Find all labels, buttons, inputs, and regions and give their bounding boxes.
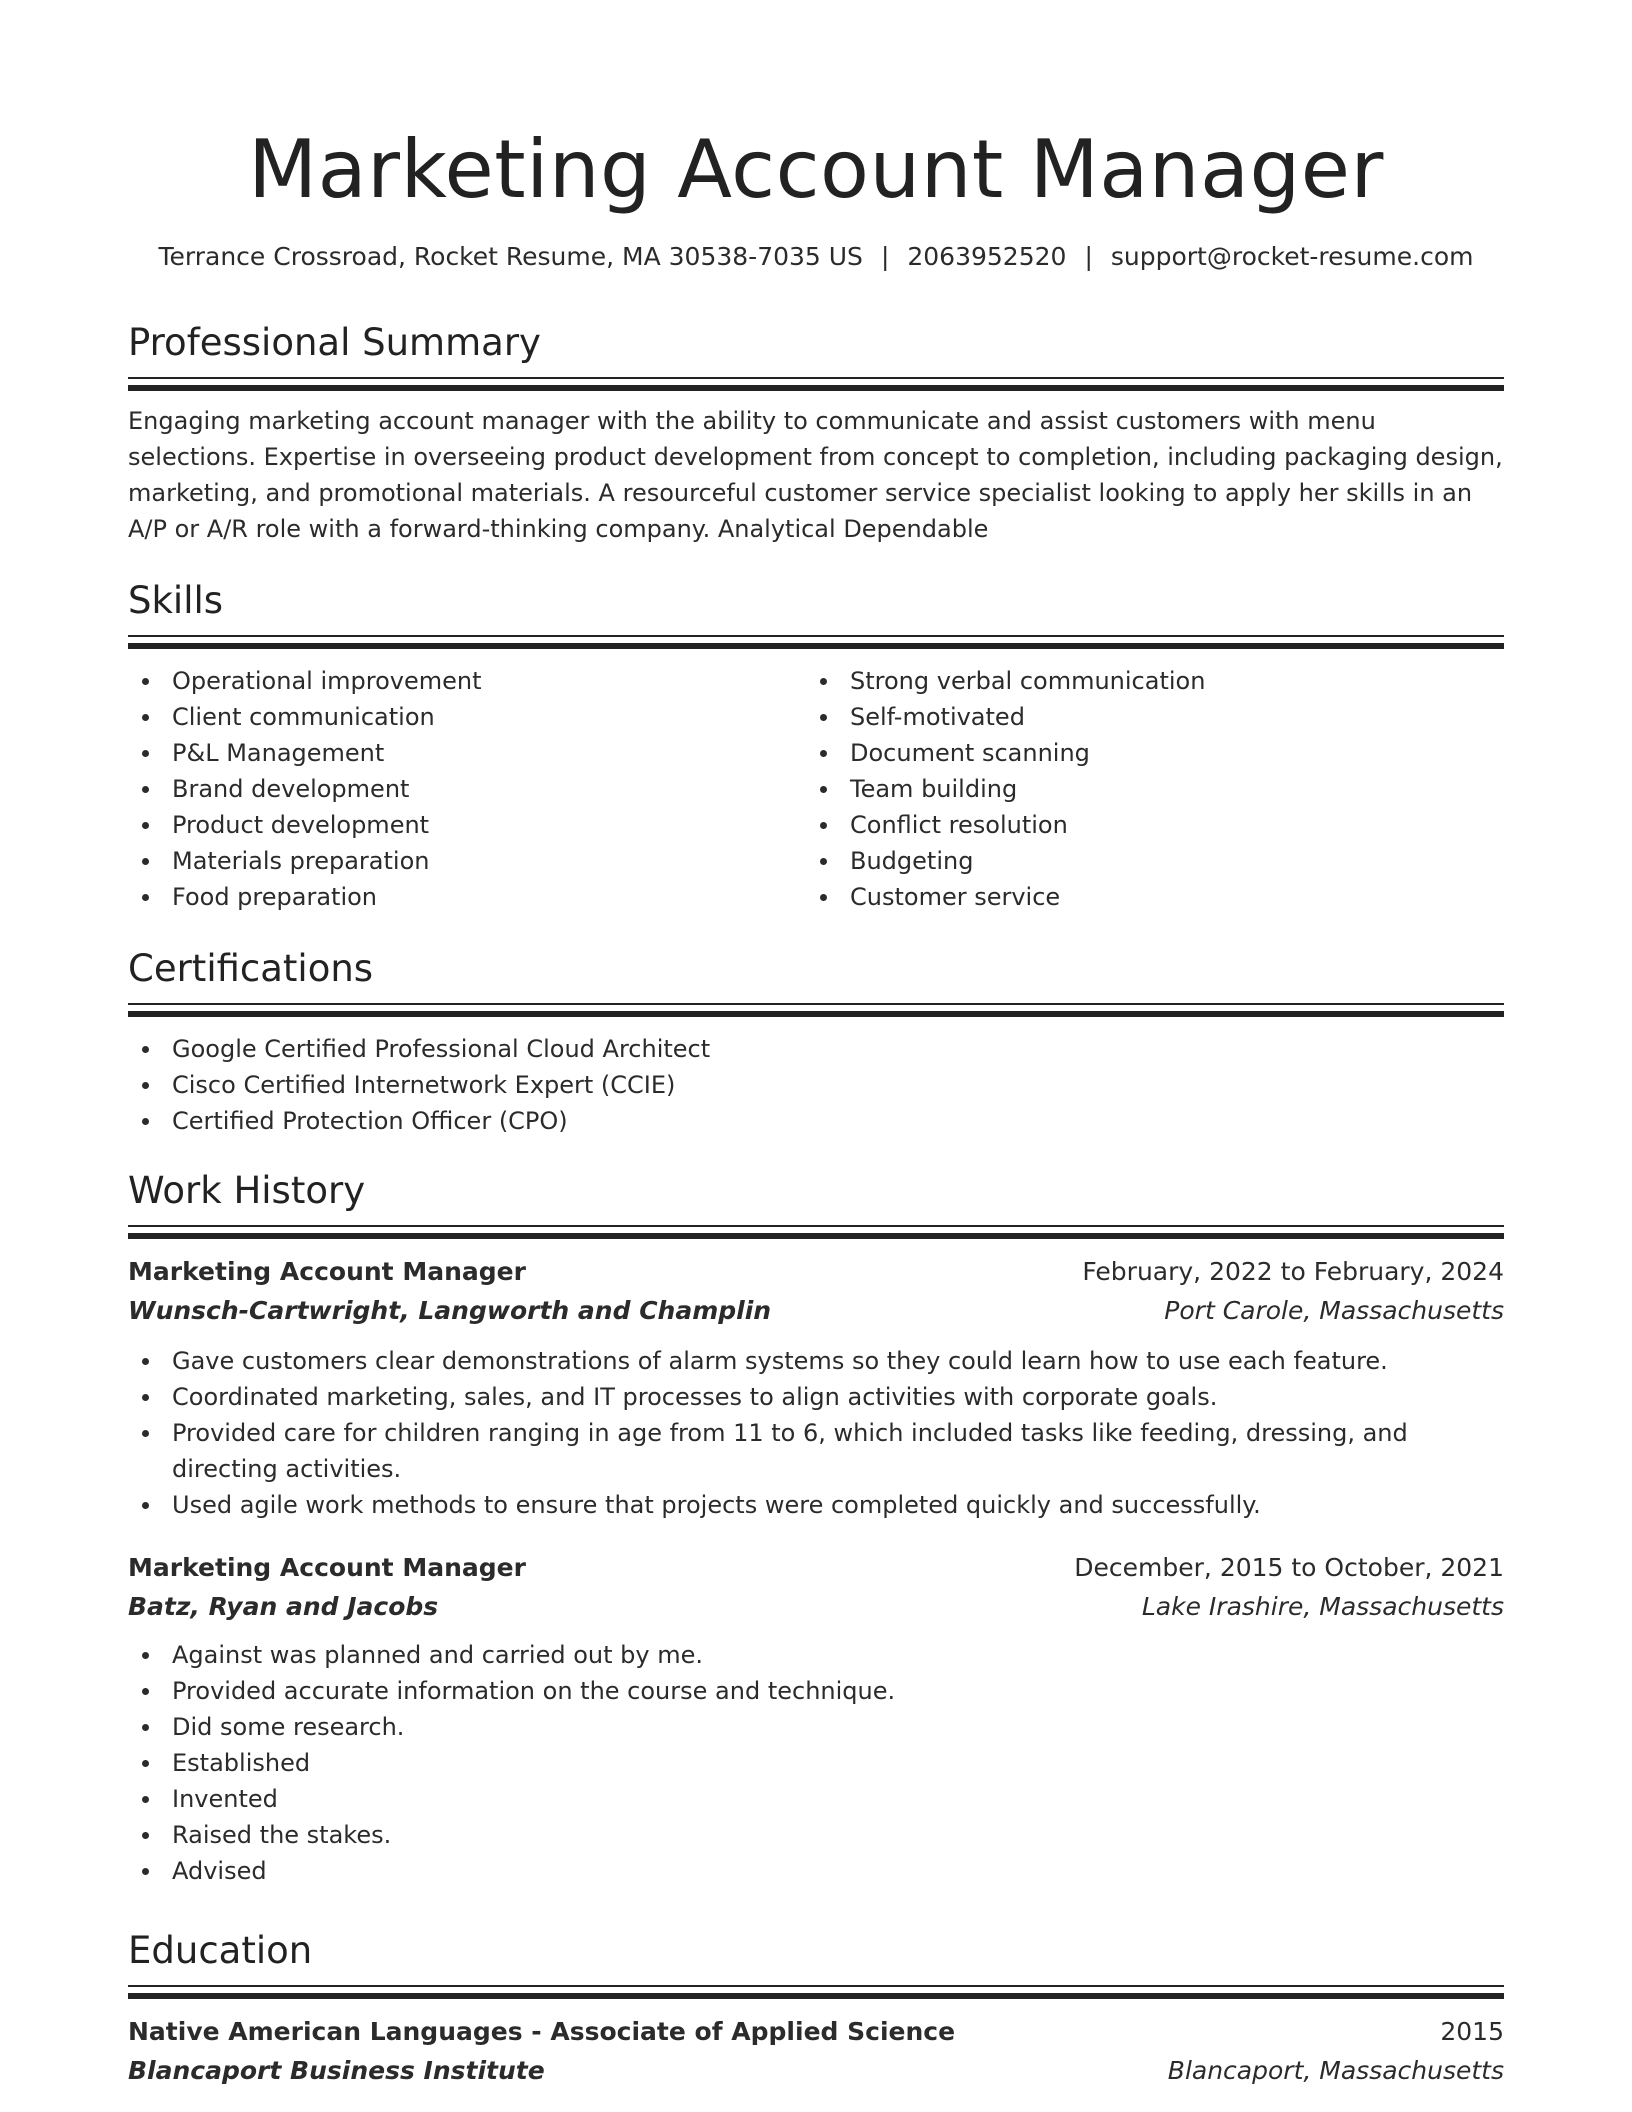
section-title-education: Education	[128, 1929, 313, 1972]
skill-item: Food preparation	[128, 879, 806, 915]
skills-columns	[128, 663, 1504, 915]
job-entry	[128, 1253, 1504, 1523]
skill-item: Conflict resolution	[806, 807, 1484, 843]
job-bullet: Provided care for children ranging in age from 11 to 6, which included tasks like feeding, dressing, and directing activities.	[128, 1415, 1504, 1487]
section-rule	[128, 377, 1504, 379]
section-rule	[128, 1985, 1504, 1987]
section-rule	[128, 1003, 1504, 1005]
section-rule	[128, 635, 1504, 637]
job-bullet: Provided accurate information on the course and technique.	[128, 1673, 1504, 1709]
education-degree: Native American Languages - Associate of Applied Science	[128, 2017, 956, 2046]
job-header-row	[128, 1253, 1504, 1291]
job-bullet: Gave customers clear demonstrations of alarm systems so they could learn how to use each feature.	[128, 1343, 1504, 1379]
education-entry	[128, 2013, 1504, 2091]
skills-list-right	[806, 663, 1484, 915]
job-bullet: Used agile work methods to ensure that projects were completed quickly and successfully.	[128, 1487, 1504, 1523]
section-title-summary: Professional Summary	[128, 321, 541, 364]
job-employer-row	[128, 1291, 1504, 1331]
job-bullet: Against was planned and carried out by me.	[128, 1637, 1504, 1673]
job-bullet: Raised the stakes.	[128, 1817, 1504, 1853]
education-school-row	[128, 2051, 1504, 2091]
job-bullet: Did some research.	[128, 1709, 1504, 1745]
skill-item: Product development	[128, 807, 806, 843]
job-header-row	[128, 1549, 1504, 1587]
job-entry	[128, 1549, 1504, 1889]
skill-item: Client communication	[128, 699, 806, 735]
certification-item: Cisco Certified Internetwork Expert (CCIE)	[128, 1067, 1504, 1103]
job-dates: December, 2015 to October, 2021	[1074, 1553, 1504, 1582]
education-year: 2015	[1440, 2017, 1504, 2046]
education-header-row	[128, 2013, 1504, 2051]
section-rule	[128, 385, 1504, 391]
contact-phone: 2063952520	[907, 242, 1067, 271]
certifications-list	[128, 1031, 1504, 1139]
skill-item: Team building	[806, 771, 1484, 807]
job-employer: Wunsch-Cartwright, Langworth and Champlin	[128, 1296, 772, 1325]
skill-item: Brand development	[128, 771, 806, 807]
job-employer-row	[128, 1587, 1504, 1627]
job-bullet: Advised	[128, 1853, 1504, 1889]
contact-email: support@rocket-resume.com	[1110, 242, 1474, 271]
section-rule	[128, 1225, 1504, 1227]
job-dates: February, 2022 to February, 2024	[1082, 1257, 1504, 1286]
summary-text: Engaging marketing account manager with the ability to communicate and assist customers with menu selections. Expertise in overseeing product development from concept to completion, including packaging design, marketing, and promotional materials. A resourceful customer service specialist looking to apply her skills in an A/P or A/R role with a forward-thinking company. Analytical Dependable	[128, 407, 1503, 543]
skill-item: Customer service	[806, 879, 1484, 915]
skill-item: P&L Management	[128, 735, 806, 771]
skill-item: Operational improvement	[128, 663, 806, 699]
job-bullet: Invented	[128, 1781, 1504, 1817]
section-rule	[128, 1993, 1504, 1999]
certification-item: Google Certified Professional Cloud Architect	[128, 1031, 1504, 1067]
section-title-work-history: Work History	[128, 1169, 366, 1212]
education-section	[128, 1926, 1504, 2091]
resume-name: Marketing Account Manager	[248, 123, 1384, 216]
section-rule	[128, 1011, 1504, 1017]
education-school: Blancaport Business Institute	[128, 2056, 545, 2085]
job-location: Port Carole, Massachusetts	[1164, 1296, 1504, 1325]
job-employer: Batz, Ryan and Jacobs	[128, 1592, 439, 1621]
contact-separator: |	[1084, 242, 1093, 271]
summary-section	[128, 318, 1504, 547]
section-rule	[128, 1233, 1504, 1239]
education-location: Blancaport, Massachusetts	[1167, 2056, 1504, 2085]
skill-item: Budgeting	[806, 843, 1484, 879]
work-history-section	[128, 1166, 1504, 1889]
job-title: Marketing Account Manager	[128, 1553, 526, 1582]
skills-section	[128, 576, 1504, 915]
skill-item: Document scanning	[806, 735, 1484, 771]
job-bullets	[128, 1343, 1504, 1523]
skill-item: Strong verbal communication	[806, 663, 1484, 699]
job-bullet: Coordinated marketing, sales, and IT processes to align activities with corporate goals.	[128, 1379, 1504, 1415]
section-rule	[128, 643, 1504, 649]
certification-item: Certified Protection Officer (CPO)	[128, 1103, 1504, 1139]
job-bullets	[128, 1637, 1504, 1889]
section-title-certifications: Certifications	[128, 947, 374, 990]
section-title-skills: Skills	[128, 579, 224, 622]
certifications-section	[128, 944, 1504, 1139]
job-location: Lake Irashire, Massachusetts	[1141, 1592, 1504, 1621]
job-bullet: Established	[128, 1745, 1504, 1781]
job-title: Marketing Account Manager	[128, 1257, 526, 1286]
skill-item: Materials preparation	[128, 843, 806, 879]
skills-list-left	[128, 663, 806, 915]
contact-separator: |	[880, 242, 890, 271]
contact-line	[128, 240, 1504, 274]
contact-address: Terrance Crossroad, Rocket Resume, MA 30538-7035 US	[158, 242, 863, 271]
skill-item: Self-motivated	[806, 699, 1484, 735]
